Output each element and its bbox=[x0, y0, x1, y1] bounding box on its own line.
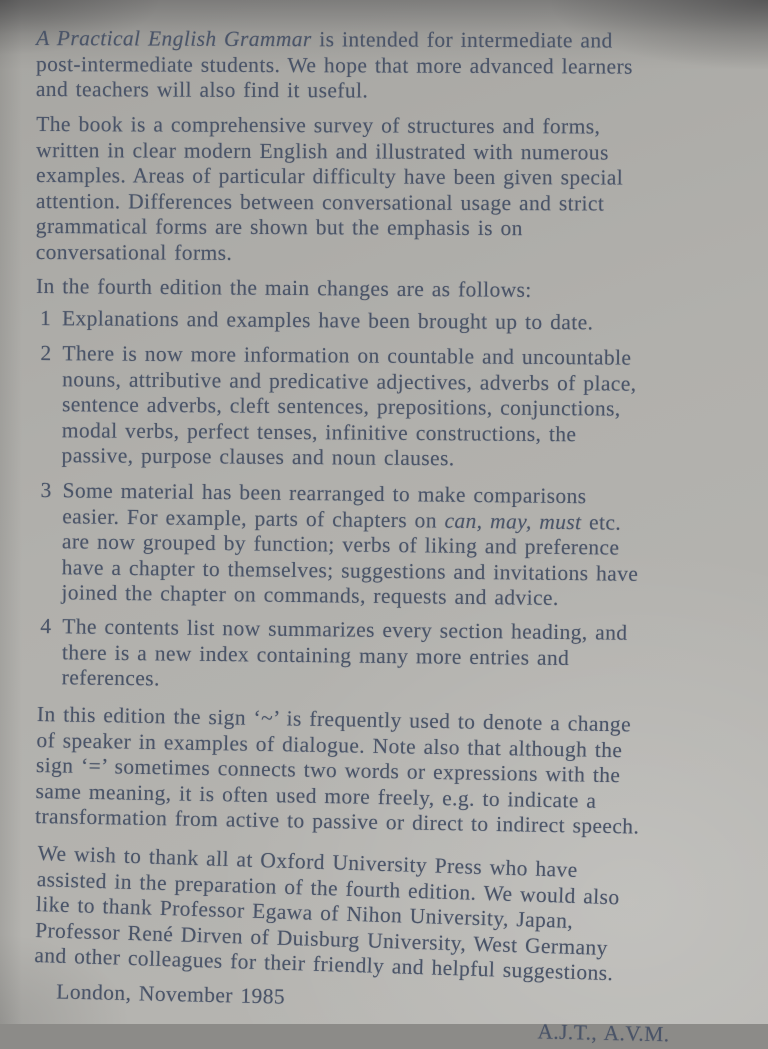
item-3-number: 3 bbox=[40, 477, 52, 502]
item-3-text-end: etc. are now grouped by function; verbs of liking and preference have a chapter to themselves; suggestions and invitations have joined the chapter on commands, requests and advice. bbox=[61, 509, 639, 610]
book-title-italic: A Practical English Grammar bbox=[36, 26, 312, 52]
item-4-number: 4 bbox=[40, 614, 52, 639]
footer bbox=[35, 979, 728, 1049]
overview-paragraph: The book is a comprehensive survey of structures and forms, written in clear modern English and illustrated with numerous examples. Areas of particular difficulty have been given special attention. Differences between conversational usage and strict grammatical forms are shown but the emphasis is on conversational forms. bbox=[35, 111, 624, 265]
item-3-italic-words: can, may, must bbox=[444, 507, 582, 534]
item-1-text: Explanations and examples have been brought up to date. bbox=[61, 306, 594, 335]
edition-changes-intro: In the fourth edition the main changes are as follows: bbox=[35, 274, 532, 303]
footer-author-initials: A.J.T., A.V.M. bbox=[537, 1019, 670, 1047]
list-item-2 bbox=[35, 341, 728, 474]
list-item-3 bbox=[35, 478, 728, 614]
item-2-number: 2 bbox=[40, 340, 52, 365]
intro-rest-text: is intended for intermediate and post-intermediate students. We hope that more advanced learners and teachers will also find it useful. bbox=[35, 27, 633, 103]
item-4-text: The contents list now summarizes every section heading, and there is a new index containing many more entries and references. bbox=[61, 614, 628, 692]
footer-place-date: London, November 1985 bbox=[56, 979, 286, 1009]
acknowledgements-paragraph: We wish to thank all at Oxford University Press who have assisted in the preparation of the fourth edition. We would also like to thank Professor Egawa of Nihon University, Japan, Professor René Dirven of Duisburg University, West Germany and other colleagues for their friendly and helpful suggestions. bbox=[34, 841, 620, 986]
item-1-number: 1 bbox=[39, 305, 52, 331]
sign-usage-paragraph: In this edition the sign ‘~’ is frequently used to denote a change of speaker in examples of dialogue. Note also that although the sign ‘=’ sometimes connects two words or expressions with the same meaning, it is often used more freely, e.g. to indicate a transformation from active to passive or direct to indirect speech. bbox=[34, 702, 640, 840]
list-item-4 bbox=[36, 614, 729, 699]
intro-paragraph bbox=[36, 26, 728, 106]
page-text bbox=[34, 26, 728, 1047]
item-3-text bbox=[61, 478, 728, 614]
list-item-1 bbox=[36, 306, 728, 337]
item-2-text: There is now more information on countable and uncountable nouns, attributive and predicative adjectives, adverbs of place, sentence adverbs, cleft sentences, prepositions, conjunctions, modal verbs, perfect tenses, infinitive constructions, the passive, purpose clauses and noun clauses. bbox=[61, 340, 637, 471]
item-3-text-start: Some material has been rearranged to make comparisons easier. For example, parts of chapters on bbox=[62, 477, 587, 532]
